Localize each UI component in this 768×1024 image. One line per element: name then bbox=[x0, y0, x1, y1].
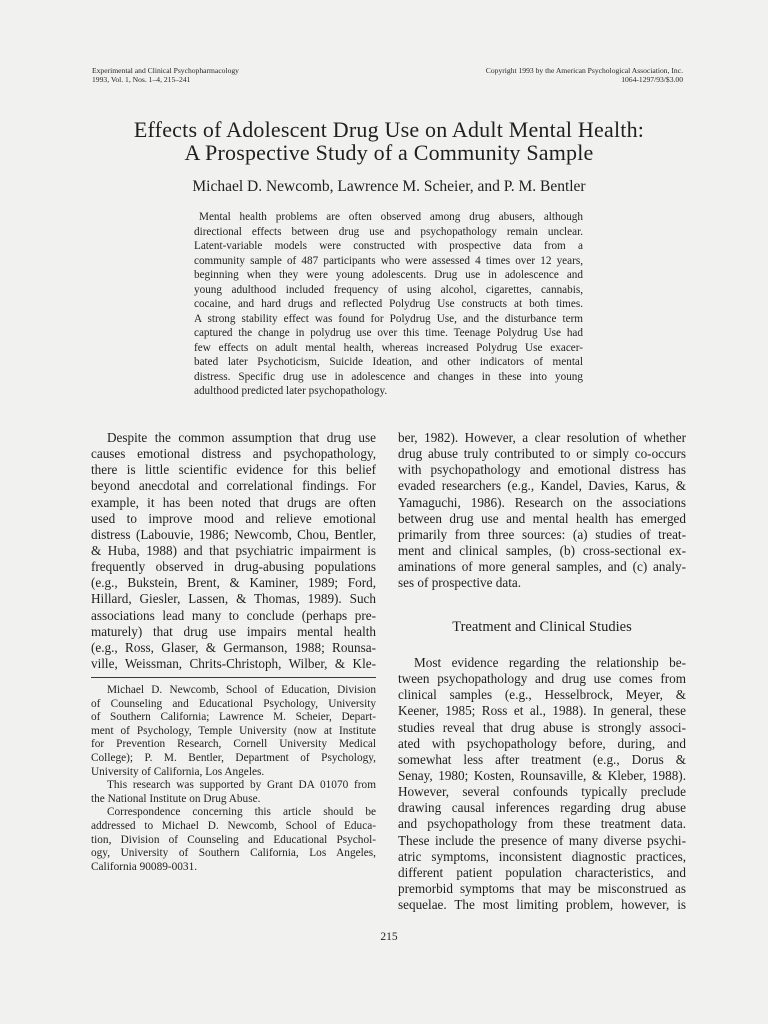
abstract-line: adulthood predicted later psychopathology. bbox=[194, 385, 388, 397]
body-line: Most evidence regarding the relationship be- bbox=[414, 655, 686, 670]
body-line: Keener, 1985; Ross et al., 1988). In general, these bbox=[398, 703, 686, 719]
body-line: distress (Labouvie, 1986; Newcomb, Chou, Bentler, bbox=[91, 526, 376, 542]
body-line: different patient population characteristics, and bbox=[398, 864, 686, 880]
body-paragraph bbox=[91, 430, 376, 672]
footnote-paragraph bbox=[91, 684, 376, 779]
abstract-line: community sample of 487 participants who were assessed 4 times over 12 years, bbox=[194, 254, 583, 267]
left-column-body bbox=[91, 430, 376, 672]
abstract-line: Latent-variable models were constructed with prospective data from a bbox=[194, 240, 583, 252]
body-line: ses of prospective data. bbox=[398, 575, 522, 591]
body-line: used to improve mood and relieve emotional bbox=[91, 510, 376, 526]
footnote-line: Michael D. Newcomb, School of Education, Division bbox=[107, 684, 376, 696]
body-line: Despite the common assumption that drug use bbox=[107, 430, 376, 445]
abstract-line: distress. Specific drug use in adolescence and changes in these into young bbox=[194, 370, 583, 383]
body-line: associations lead many to conclude (perhaps pre- bbox=[91, 607, 376, 623]
body-line: ber, 1982). However, a clear resolution of whether bbox=[398, 430, 686, 445]
article-title bbox=[90, 118, 688, 164]
copyright-notice: Copyright 1993 by the American Psychological Association, Inc. bbox=[485, 66, 683, 75]
abstract-line: captured the change in polydrug use over this time. Teenage Polydrug Use had bbox=[194, 327, 583, 339]
body-paragraph bbox=[398, 655, 686, 913]
footnote-line: ogy, University of Southern California, Los Angeles, bbox=[91, 847, 376, 860]
body-line: clinical samples (e.g., Hesselbrock, Meyer, & bbox=[398, 687, 686, 703]
abstract-line: bated later Psychoticism, Suicide Ideation, and other indicators of mental bbox=[194, 356, 583, 368]
abstract-line: A strong stability effect was found for Polydrug Use, and the disturbance term bbox=[194, 312, 583, 325]
page-number: 215 bbox=[380, 931, 398, 943]
body-line: However, several confounds typically preclude bbox=[398, 784, 686, 800]
footnote-line: ment of Psychology, Temple University (now at Institute bbox=[91, 724, 376, 737]
right-column-body-bottom bbox=[398, 655, 686, 913]
body-line: (e.g., Bukstein, Brent, & Kaminer, 1989; Ford, bbox=[91, 575, 376, 591]
body-line: drug abuse truly contributed to or simply co-occurs bbox=[398, 446, 686, 462]
body-line: atric symptoms, inconsistent diagnostic practices, bbox=[398, 848, 686, 864]
footnote-line: the National Institute on Drug Abuse. bbox=[91, 792, 261, 805]
body-line: ville, Weissman, Chrits-Christoph, Wilber, & Kle- bbox=[91, 655, 376, 671]
body-line: ated with psychopathology before, during, and bbox=[398, 735, 686, 751]
title-line: Effects of Adolescent Drug Use on Adult Mental Health: bbox=[133, 117, 645, 142]
abstract-line: beginning when they were young adolescents. Drug use in adolescence and bbox=[194, 269, 583, 281]
body-line: between drug use and mental health has emerged bbox=[398, 510, 686, 526]
body-line: drawing causal inferences regarding drug abuse bbox=[398, 800, 686, 816]
body-line: Hillard, Giesler, Lassen, & Thomas, 1989). Such bbox=[91, 591, 376, 607]
body-line: beyond anecdotal and correlational findings. For bbox=[91, 478, 376, 494]
body-line: ment and clinical samples, (b) cross-sectional ex- bbox=[398, 542, 686, 558]
body-line: there is little scientific evidence for this belief bbox=[91, 462, 376, 478]
body-line: causes emotional distress and psychopathology, bbox=[91, 446, 376, 462]
abstract-line: young adulthood included frequency of using alcohol, cigarettes, cannabis, bbox=[194, 283, 583, 296]
body-line: evaded researchers (e.g., Kandel, Davies, Karus, & bbox=[398, 478, 686, 494]
body-line: somewhat less after treatment (e.g., Dorus & bbox=[398, 751, 686, 767]
footnote-paragraph bbox=[91, 806, 376, 874]
author-footnote bbox=[91, 684, 376, 874]
footnote-line: of Southern California; Lawrence M. Scheier, Depart- bbox=[91, 711, 376, 724]
body-line: sequelae. The most limiting problem, however, is bbox=[398, 897, 686, 913]
body-line: aminations of more general samples, and (c) analy- bbox=[398, 559, 686, 575]
running-header-left bbox=[92, 66, 239, 84]
body-line: Yamaguchi, 1986). Research on the associations bbox=[398, 494, 686, 510]
running-header-right bbox=[486, 66, 683, 84]
body-line: primarily from three sources: (a) studies of treat- bbox=[398, 526, 686, 542]
title-line: A Prospective Study of a Community Sample bbox=[184, 140, 594, 165]
footnote-line: Correspondence concerning this article should be bbox=[107, 806, 376, 819]
footnote-divider bbox=[91, 677, 376, 678]
footnote-paragraph bbox=[91, 779, 376, 806]
footnote-line: for Prevention Research, Cornell University Medical bbox=[91, 738, 376, 751]
footnote-line: This research was supported by Grant DA 01070 from bbox=[107, 779, 376, 792]
article-code: 1064-1297/93/$3.00 bbox=[621, 75, 683, 84]
body-line: tween psychopathology and drug use comes from bbox=[398, 671, 686, 687]
abstract-line: cocaine, and hard drugs and reflected Polydrug Use constructs at both times. bbox=[194, 298, 583, 310]
footnote-line: California 90089-0031. bbox=[91, 860, 198, 873]
body-line: These include the presence of many diverse psychi- bbox=[398, 832, 686, 848]
journal-issue: 1993, Vol. 1, Nos. 1–4, 215–241 bbox=[92, 75, 191, 84]
body-line: Senay, 1980; Kosten, Rounsaville, & Kleber, 1988). bbox=[398, 767, 686, 783]
body-line: & Huba, 1988) and that psychiatric impairment is bbox=[91, 542, 376, 558]
footnote-line: tion, Division of Counseling and Educational Psychol- bbox=[91, 833, 376, 846]
abstract bbox=[194, 210, 583, 399]
body-line: example, it has been noted that drugs are often bbox=[91, 494, 376, 510]
body-paragraph bbox=[398, 430, 686, 591]
footnote-line: addressed to Michael D. Newcomb, School of Educa- bbox=[91, 819, 376, 832]
abstract-line: directional effects between drug use and psychopathology remain unclear. bbox=[194, 225, 583, 238]
section-heading: Treatment and Clinical Studies bbox=[452, 619, 632, 635]
body-line: and psychopathology from these treatment data. bbox=[398, 816, 686, 832]
body-line: maturely) that drug use impairs mental health bbox=[91, 623, 376, 639]
abstract-line: Mental health problems are often observed among drug abusers, although bbox=[199, 211, 583, 223]
author-list: Michael D. Newcomb, Lawrence M. Scheier, and P. M. Bentler bbox=[192, 178, 586, 195]
body-line: premorbid symptoms that may be misconstrued as bbox=[398, 880, 686, 896]
body-line: studies reveal that drug abuse is strongly associ- bbox=[398, 719, 686, 735]
journal-name: Experimental and Clinical Psychopharmacology bbox=[92, 66, 239, 75]
footnote-line: of Counseling and Educational Psychology, University bbox=[91, 697, 376, 710]
abstract-paragraph bbox=[194, 210, 583, 399]
body-line: with psychopathology and emotional distress has bbox=[398, 462, 686, 478]
right-column-body-top bbox=[398, 430, 686, 591]
abstract-line: few effects on adult mental health, whereas increased Polydrug Use exacer- bbox=[194, 341, 583, 354]
body-line: (e.g., Ross, Glaser, & Germanson, 1988; Rounsa- bbox=[91, 639, 376, 655]
body-line: frequently observed in drug-abusing populations bbox=[91, 559, 376, 575]
footnote-line: University of California, Los Angeles. bbox=[91, 765, 265, 778]
footnote-line: College); P. M. Bentler, Department of Psychology, bbox=[91, 751, 376, 764]
